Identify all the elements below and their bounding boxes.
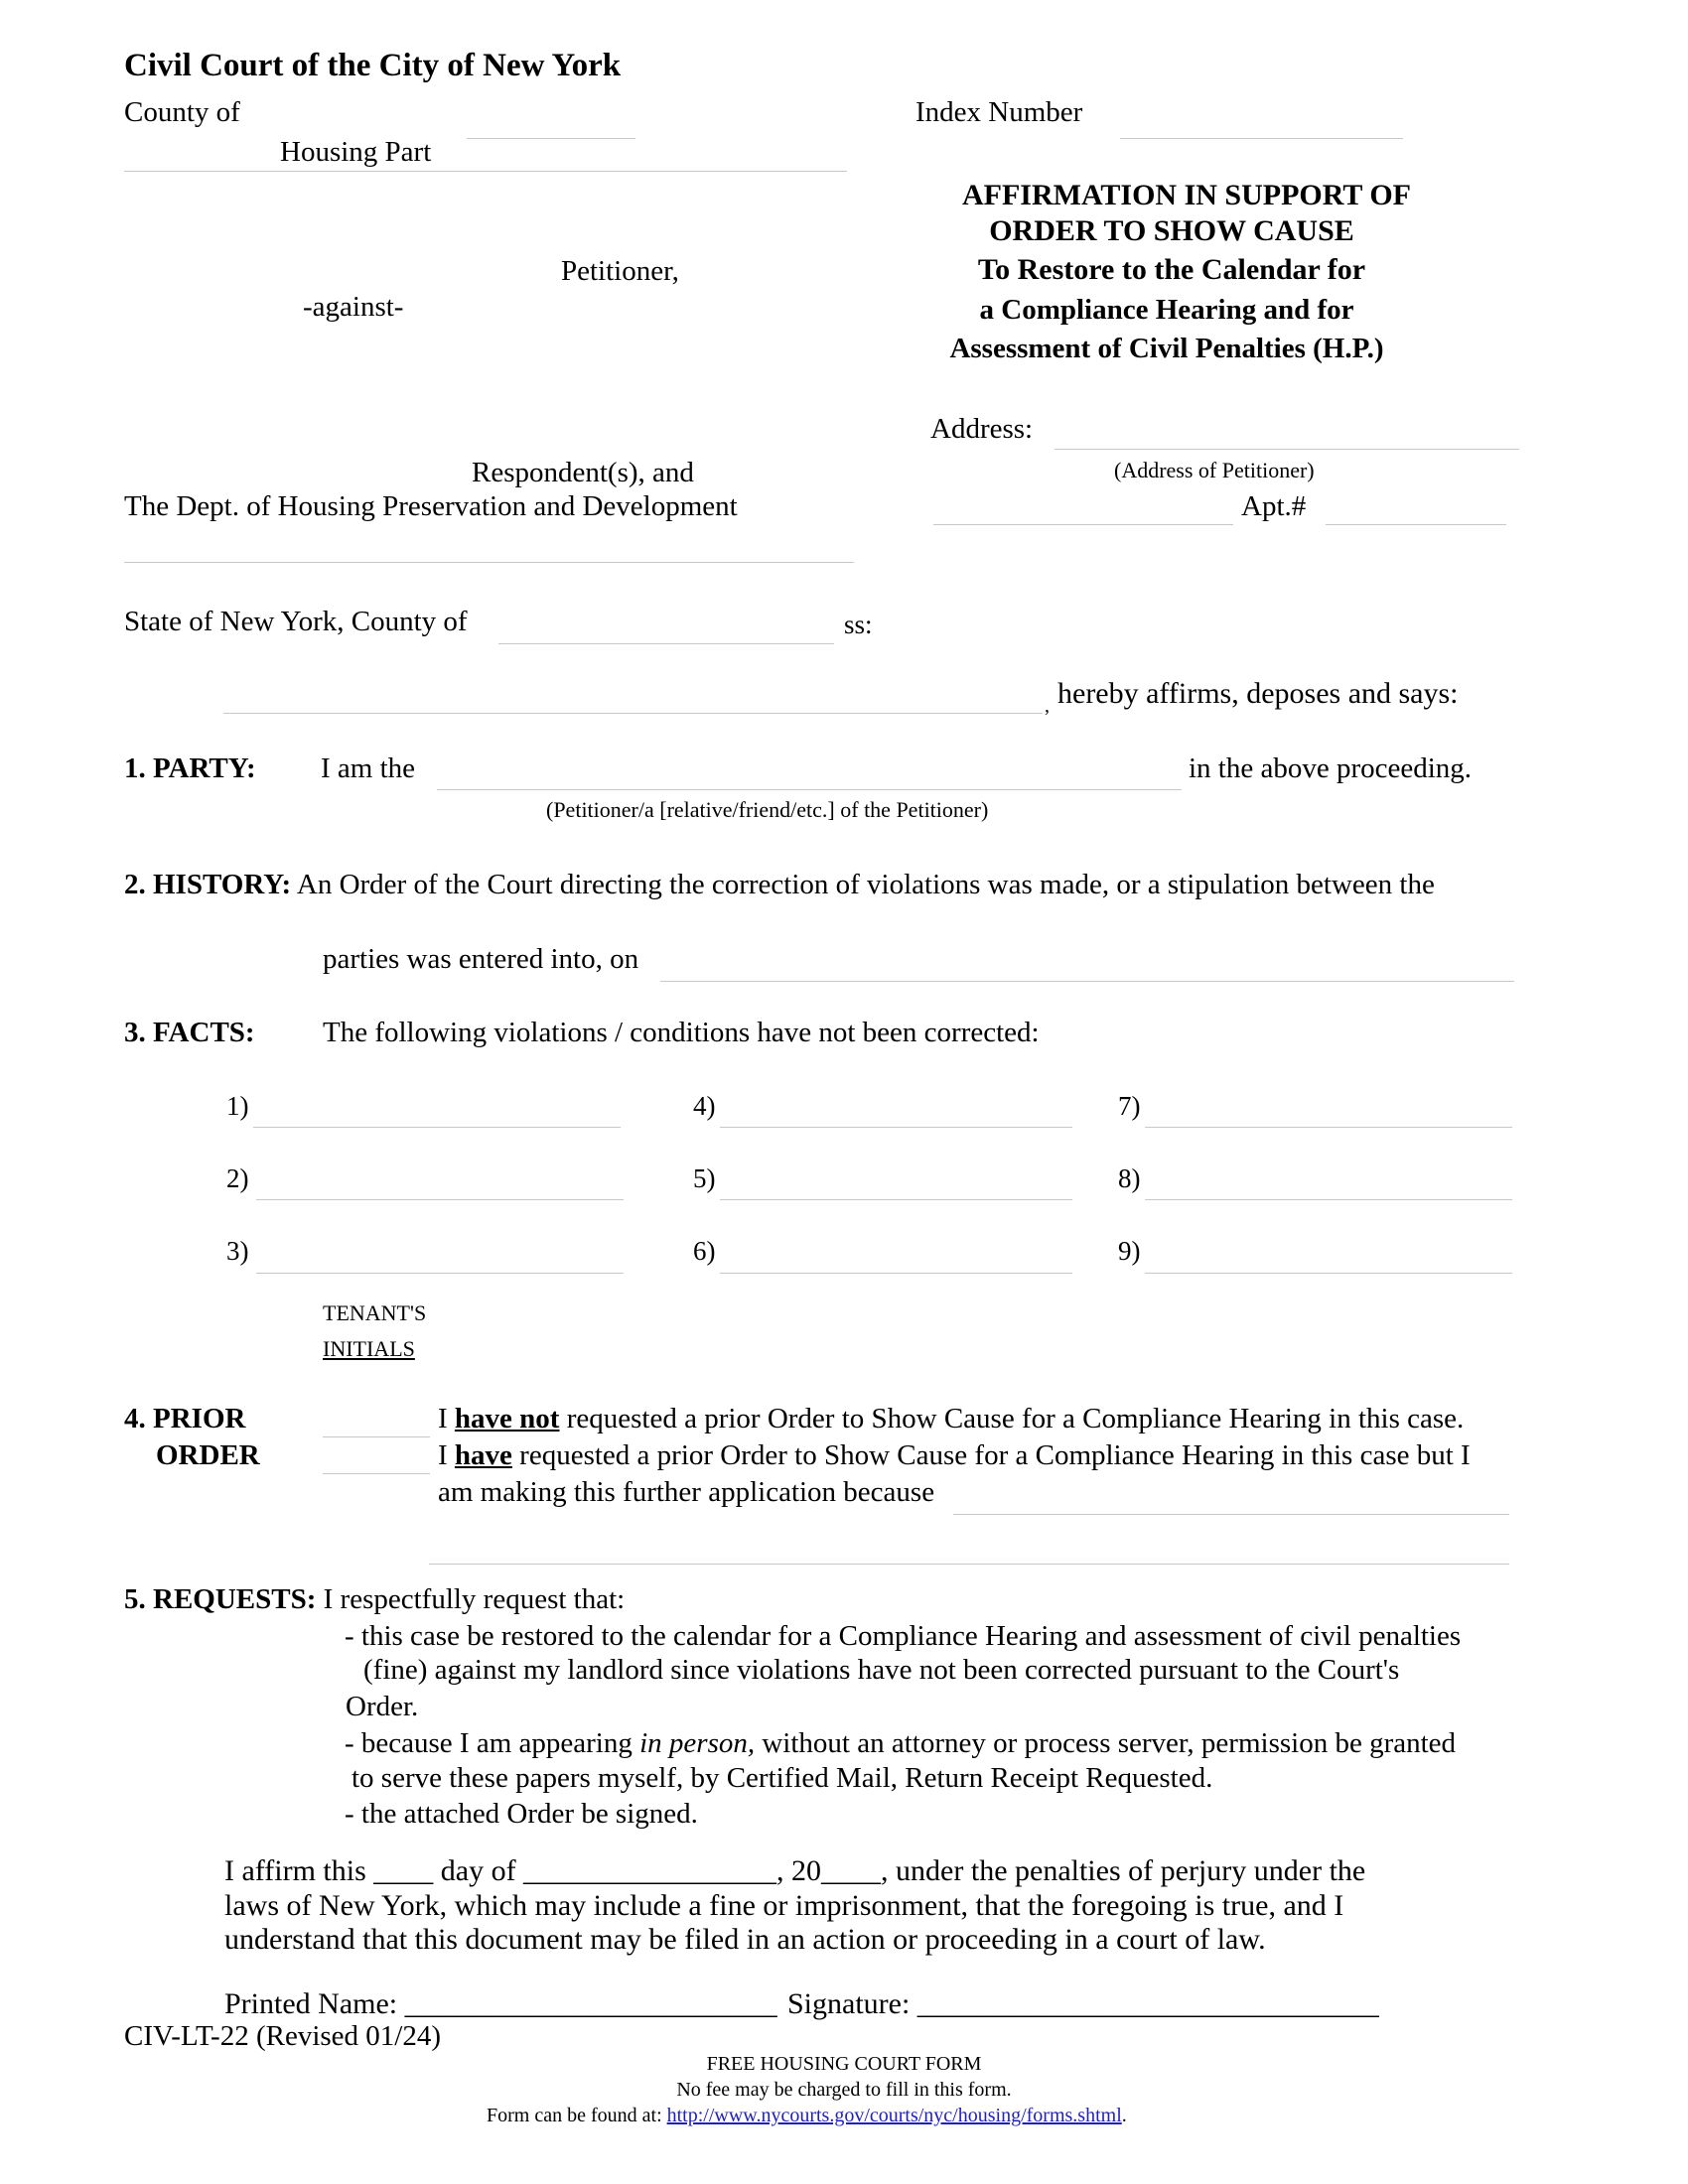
forms-url-link[interactable]: http://www.nycourts.gov/courts/nyc/housing/forms.shtml — [666, 2105, 1122, 2126]
violation-number: 7) — [1118, 1091, 1141, 1121]
party-prefix: I am the — [321, 752, 416, 784]
address-line2-field[interactable] — [933, 524, 1233, 525]
affirmation-line-2: laws of New York, which may include a fine or imprisonment, that the foregoing is true, and I — [224, 1889, 1344, 1922]
option-2-pronoun: I — [438, 1439, 448, 1471]
requests-heading: 5. REQUESTS: — [124, 1583, 317, 1615]
initials-field-have[interactable] — [323, 1473, 430, 1474]
venue-county-field[interactable] — [498, 643, 834, 644]
affirmation-line-3: understand that this document may be filed in an action or proceeding in a court of law. — [224, 1923, 1266, 1956]
option-1-text: requested a prior Order to Show Cause for a Compliance Hearing in this case. — [566, 1403, 1465, 1434]
violation-field-1[interactable] — [253, 1127, 621, 1128]
violation-field-2[interactable] — [256, 1199, 624, 1200]
county-label: County of — [124, 96, 240, 128]
no-fee-notice: No fee may be charged to fill in this form. — [676, 2079, 1012, 2101]
violation-field-9[interactable] — [1145, 1273, 1512, 1274]
form-title-line2: ORDER TO SHOW CAUSE — [989, 214, 1354, 247]
history-text: An Order of the Court directing the correction of violations was made, or a stipulation between the — [296, 869, 1435, 900]
violation-field-6[interactable] — [720, 1273, 1072, 1274]
affirmation-line-1: I affirm this ____ day of _________________, 20____, under the penalties of perjury under the — [224, 1854, 1366, 1887]
respondent-label: Respondent(s), and — [472, 457, 694, 488]
apt-field[interactable] — [1326, 524, 1506, 525]
history-heading: 2. HISTORY: — [124, 869, 292, 900]
form-title-line4: a Compliance Hearing and for — [979, 294, 1354, 326]
violation-number: 8) — [1118, 1163, 1141, 1193]
form-title-line1: AFFIRMATION IN SUPPORT OF — [961, 179, 1411, 211]
against-label: -against- — [303, 291, 404, 323]
tenants-initials-label-1: TENANT'S — [323, 1300, 427, 1325]
history-text-2: parties was entered into, on — [323, 943, 639, 975]
prior-order-option-2-continued: am making this further application because — [438, 1476, 935, 1508]
violation-number: 2) — [226, 1163, 249, 1193]
caption-bottom-line — [124, 562, 854, 563]
form-title-line5: Assessment of Civil Penalties (H.P.) — [949, 333, 1384, 364]
violation-number: 6) — [693, 1236, 716, 1266]
form-location — [487, 2105, 1127, 2127]
apt-label: Apt.# — [1241, 490, 1307, 522]
request-2-line-2: to serve these papers myself, by Certified Mail, Return Receipt Requested. — [352, 1762, 1213, 1794]
signature-field[interactable]: Signature: _______________________________ — [787, 1987, 1379, 2020]
violation-field-4[interactable] — [720, 1127, 1072, 1128]
violation-number: 3) — [226, 1236, 249, 1266]
further-application-field-2[interactable] — [429, 1564, 1509, 1565]
free-form-notice: FREE HOUSING COURT FORM — [706, 2053, 982, 2075]
violation-number: 1) — [226, 1091, 249, 1121]
address-sublabel: (Address of Petitioner) — [1114, 458, 1315, 482]
prior-order-heading-2: ORDER — [156, 1439, 260, 1471]
party-field[interactable] — [437, 789, 1182, 790]
violation-number: 4) — [693, 1091, 716, 1121]
request-2-text-end: without an attorney or process server, permission be granted — [762, 1727, 1457, 1759]
requests-paragraph — [124, 1583, 625, 1616]
index-number-field[interactable] — [1120, 138, 1403, 139]
index-number-label: Index Number — [915, 96, 1083, 128]
comma-mark: , — [1045, 695, 1050, 717]
address-field[interactable] — [1055, 449, 1519, 450]
ss-label: ss: — [844, 610, 873, 639]
form-id: CIV-LT-22 (Revised 01/24) — [124, 2020, 441, 2052]
requests-intro: I respectfully request that: — [323, 1583, 626, 1615]
request-1-line-2: (fine) against my landlord since violations have not been corrected pursuant to the Court's — [363, 1654, 1400, 1686]
request-2-line-1 — [345, 1727, 1456, 1760]
option-2-text: requested a prior Order to Show Cause for a Compliance Hearing in this case but I — [519, 1439, 1471, 1471]
hpd-label: The Dept. of Housing Preservation and Development — [124, 490, 738, 522]
form-location-period: . — [1121, 2105, 1127, 2126]
history-paragraph — [124, 869, 1435, 901]
violation-field-5[interactable] — [720, 1199, 1072, 1200]
violation-number: 9) — [1118, 1236, 1141, 1266]
request-1-line-3: Order. — [346, 1691, 419, 1722]
prior-order-heading-1: 4. PRIOR — [124, 1403, 246, 1434]
printed-name-field[interactable]: Printed Name: _________________________ — [224, 1987, 777, 2020]
facts-text: The following violations / conditions have not been corrected: — [323, 1017, 1040, 1048]
affirms-label: hereby affirms, deposes and says: — [1057, 677, 1459, 710]
request-1-line-1: - this case be restored to the calendar for a Compliance Hearing and assessment of civil penalties — [345, 1620, 1462, 1652]
violation-field-7[interactable] — [1145, 1127, 1512, 1128]
further-application-field[interactable] — [953, 1514, 1509, 1515]
party-suffix: in the above proceeding. — [1189, 752, 1473, 784]
venue-state-label: State of New York, County of — [124, 606, 468, 637]
request-2-text: - because I am appearing — [345, 1727, 633, 1759]
party-sublabel: (Petitioner/a [relative/friend/etc.] of the Petitioner) — [546, 797, 989, 822]
petitioner-label: Petitioner, — [561, 255, 679, 287]
violation-field-3[interactable] — [256, 1273, 624, 1274]
form-location-label: Form can be found at: — [487, 2105, 662, 2126]
affiant-name-field[interactable] — [223, 713, 1043, 714]
facts-heading: 3. FACTS: — [124, 1017, 255, 1048]
address-label: Address: — [930, 413, 1034, 445]
violation-field-8[interactable] — [1145, 1199, 1512, 1200]
housing-part-label: Housing Part — [280, 136, 432, 168]
option-2-emphasis: have — [454, 1439, 512, 1471]
prior-order-option-2 — [438, 1439, 1471, 1472]
form-title-line3: To Restore to the Calendar for — [977, 253, 1366, 286]
county-field[interactable] — [467, 138, 635, 139]
court-title: Civil Court of the City of New York — [124, 48, 622, 83]
request-3: - the attached Order be signed. — [345, 1798, 698, 1830]
housing-part-line — [124, 171, 847, 172]
tenants-initials-label-2: INITIALS — [323, 1336, 415, 1361]
option-1-emphasis: have not — [454, 1403, 560, 1434]
history-date-field[interactable] — [660, 981, 1514, 982]
option-1-pronoun: I — [438, 1403, 448, 1434]
party-heading: 1. PARTY: — [124, 752, 256, 784]
request-2-emphasis: in person, — [639, 1727, 756, 1759]
violation-number: 5) — [693, 1163, 716, 1193]
prior-order-option-1 — [438, 1403, 1464, 1435]
initials-field-have-not[interactable] — [323, 1436, 430, 1437]
